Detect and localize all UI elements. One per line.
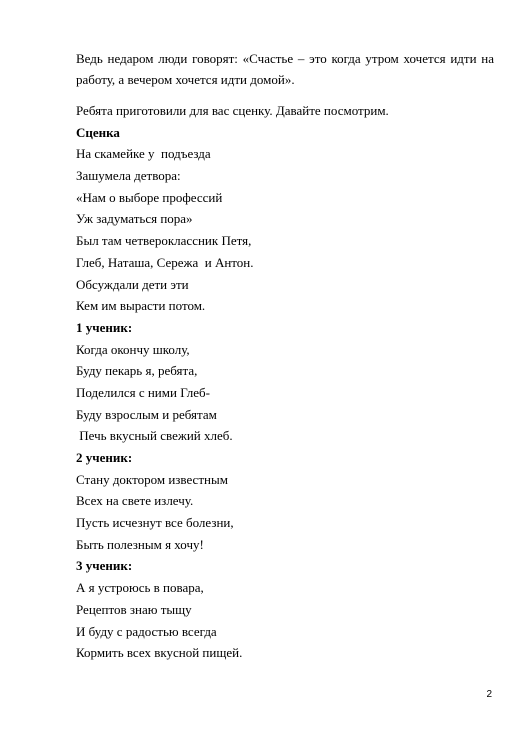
text-line: На скамейке у подъезда [76,146,211,162]
text-line: Кем им вырасти потом. [76,298,206,314]
scene-text [76,100,496,664]
text-line: Буду пекарь я, ребята, [76,363,198,379]
text-line: Стану доктором известным [76,471,228,487]
text-line: Уж задуматься пора» [76,211,193,227]
text-line: Ребята приготовили для вас сценку. Давайте посмотрим. [76,103,389,118]
text-line: Был там четвероклассник Петя, [76,233,252,249]
text-line: А я устроюсь в повара, [76,580,204,596]
text-line: Когда окончу школу, [76,341,190,357]
page-number: 2 [486,689,492,700]
speaker-heading: Сценка [76,124,120,140]
text-line: Печь вкусный свежий хлеб. [76,428,233,444]
text-line: Глеб, Наташа, Сережа и Антон. [76,254,254,270]
text-line: Кормить всех вкусной пищей. [76,645,243,661]
speaker-heading: 1 ученик: [76,319,133,335]
text-line: Обсуждали дети эти [76,276,189,292]
speaker-heading: 3 ученик: [76,558,133,574]
intro-paragraph: Ведь недаром люди говорят: «Счастье – это когда утром хочется идти на работу, а вечером хочется идти домой». [76,51,494,87]
text-line: И буду с радостью всегда [76,623,217,639]
text-line: Буду взрослым и ребятам [76,406,217,422]
text-line: Пусть исчезнут все болезни, [76,515,234,531]
text-line: Зашумела детвора: [76,168,181,184]
text-line: Рецептов знаю тыщу [76,601,192,617]
text-line: Поделился с ними Глеб- [76,384,210,400]
speaker-heading: 2 ученик: [76,450,133,465]
text-line: Быть полезным я хочу! [76,536,204,552]
text-line: Всех на свете излечу. [76,493,194,509]
text-line: «Нам о выборе профессий [76,189,223,205]
